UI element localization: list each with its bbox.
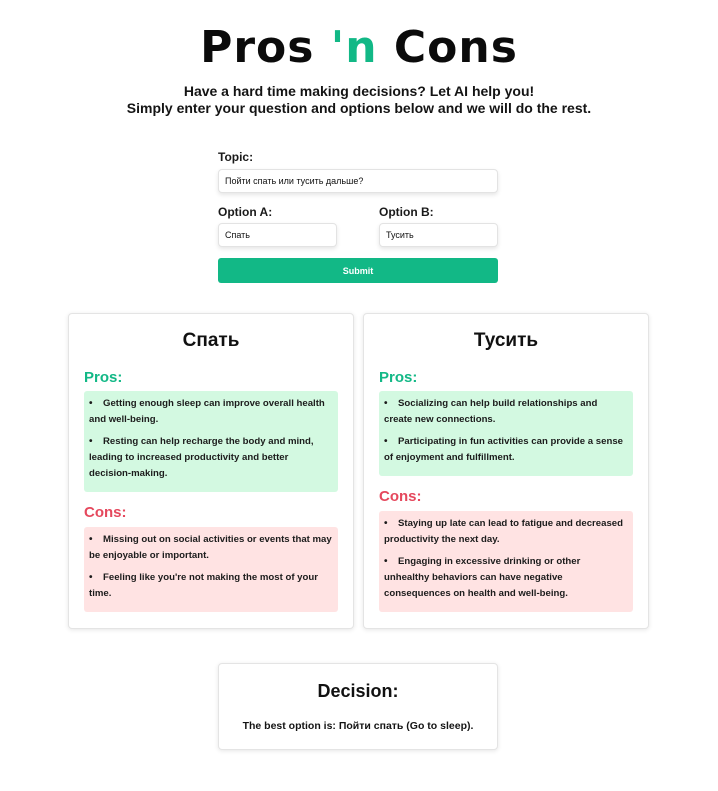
subtitle-line-1: Have a hard time making decisions? Let AI help you! [183, 83, 535, 99]
title-pros: Pros [200, 22, 331, 73]
page-title [0, 22, 718, 74]
decision-text: The best option is: Пойти спать (Go to sleep). [242, 720, 474, 732]
title-accent: 'n [330, 22, 378, 73]
option-a-pros-box [84, 391, 338, 492]
pros-item: • Getting enough sleep can improve overall health and well-being. [89, 396, 332, 428]
option-a-input[interactable] [218, 223, 337, 247]
option-b-cons-list [384, 516, 627, 602]
pros-item: • Participating in fun activities can provide a sense of enjoyment and fulfillment. [384, 434, 627, 466]
option-a-pros-list [89, 396, 332, 482]
option-b-pros-box [379, 391, 633, 476]
option-b-label: Option B: [379, 205, 434, 219]
cons-item: • Missing out on social activities or events that may be enjoyable or important. [89, 532, 332, 564]
subtitle [0, 83, 718, 117]
option-b-input[interactable] [379, 223, 498, 247]
submit-button[interactable]: Submit [218, 258, 498, 283]
option-b-cons-heading: Cons: [379, 488, 422, 505]
decision-title: Decision: [317, 681, 399, 701]
option-b-cons-box [379, 511, 633, 612]
pros-item: • Resting can help recharge the body and mind, leading to increased productivity and better decision-making. [89, 434, 332, 482]
option-a-pros-heading: Pros: [84, 369, 123, 386]
cons-item: • Staying up late can lead to fatigue and decreased productivity the next day. [384, 516, 627, 548]
option-a-cons-list [89, 532, 332, 602]
option-a-cons-heading: Cons: [84, 504, 127, 521]
option-b-pros-list [384, 396, 627, 466]
cons-item: • Engaging in excessive drinking or other unhealthy behaviors can have negative consequences on health and well-being. [384, 554, 627, 602]
option-a-title: Спать [182, 330, 240, 351]
decision-card [218, 663, 498, 750]
option-b-pros-heading: Pros: [379, 369, 418, 386]
title-cons: Cons [377, 22, 518, 73]
subtitle-line-2: Simply enter your question and options below and we will do the rest. [126, 100, 592, 116]
option-a-card [68, 313, 354, 629]
topic-input[interactable] [218, 169, 498, 193]
option-b-card [363, 313, 649, 629]
option-a-label: Option A: [218, 205, 273, 219]
pros-item: • Socializing can help build relationships and create new connections. [384, 396, 627, 428]
cons-item: • Feeling like you're not making the most of your time. [89, 570, 332, 602]
topic-label: Topic: [218, 150, 254, 164]
option-b-title: Тусить [473, 330, 539, 351]
option-a-cons-box [84, 527, 338, 612]
